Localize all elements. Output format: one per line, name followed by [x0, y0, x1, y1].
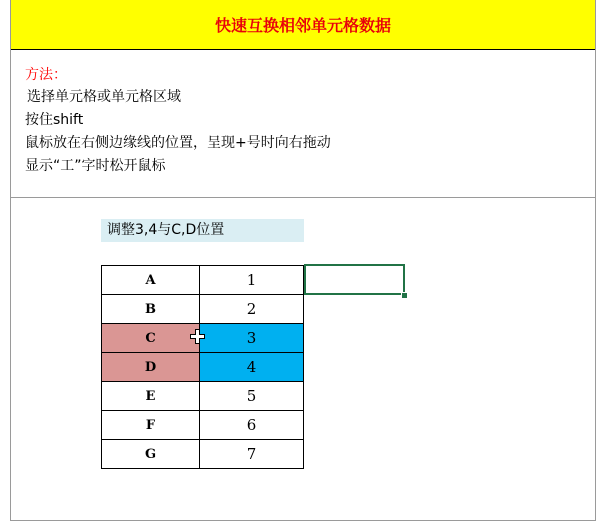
- method-step-1: 选择单元格或单元格区域: [27, 89, 181, 105]
- table-row: [102, 266, 304, 295]
- active-cell-selection[interactable]: [304, 264, 405, 295]
- number-cell-selected[interactable]: 4: [200, 353, 304, 382]
- table-row: [102, 382, 304, 411]
- method-step-3: 鼠标放在右侧边缘线的位置，呈现+号时向右拖动: [25, 135, 331, 151]
- data-table: [101, 265, 304, 469]
- method-cell[interactable]: [11, 50, 595, 198]
- move-cross-cursor-icon: [190, 329, 205, 344]
- letter-cell[interactable]: A: [102, 266, 200, 295]
- letter-cell-selected[interactable]: D: [102, 353, 200, 382]
- table-row: [102, 440, 304, 469]
- table-row: [102, 353, 304, 382]
- page-title: 快速互换相邻单元格数据: [214, 16, 391, 35]
- adjust-note-cell[interactable]: 调整3,4与C,D位置: [101, 219, 304, 242]
- number-cell[interactable]: 7: [200, 440, 304, 469]
- fill-handle[interactable]: [401, 292, 408, 299]
- letter-cell[interactable]: E: [102, 382, 200, 411]
- number-cell[interactable]: 5: [200, 382, 304, 411]
- letter-cell-selected[interactable]: C: [102, 324, 200, 353]
- letter-cell[interactable]: G: [102, 440, 200, 469]
- letter-cell[interactable]: F: [102, 411, 200, 440]
- table-row: [102, 295, 304, 324]
- number-cell-selected[interactable]: 3: [200, 324, 304, 353]
- number-cell[interactable]: 6: [200, 411, 304, 440]
- method-step-2: 按住shift: [25, 112, 84, 128]
- method-step-4: 显示“工”字时松开鼠标: [25, 158, 166, 174]
- number-cell[interactable]: 1: [200, 266, 304, 295]
- method-label: 方法：: [25, 67, 67, 83]
- letter-cell[interactable]: B: [102, 295, 200, 324]
- number-cell[interactable]: 2: [200, 295, 304, 324]
- title-cell[interactable]: [11, 0, 595, 50]
- table-row: [102, 411, 304, 440]
